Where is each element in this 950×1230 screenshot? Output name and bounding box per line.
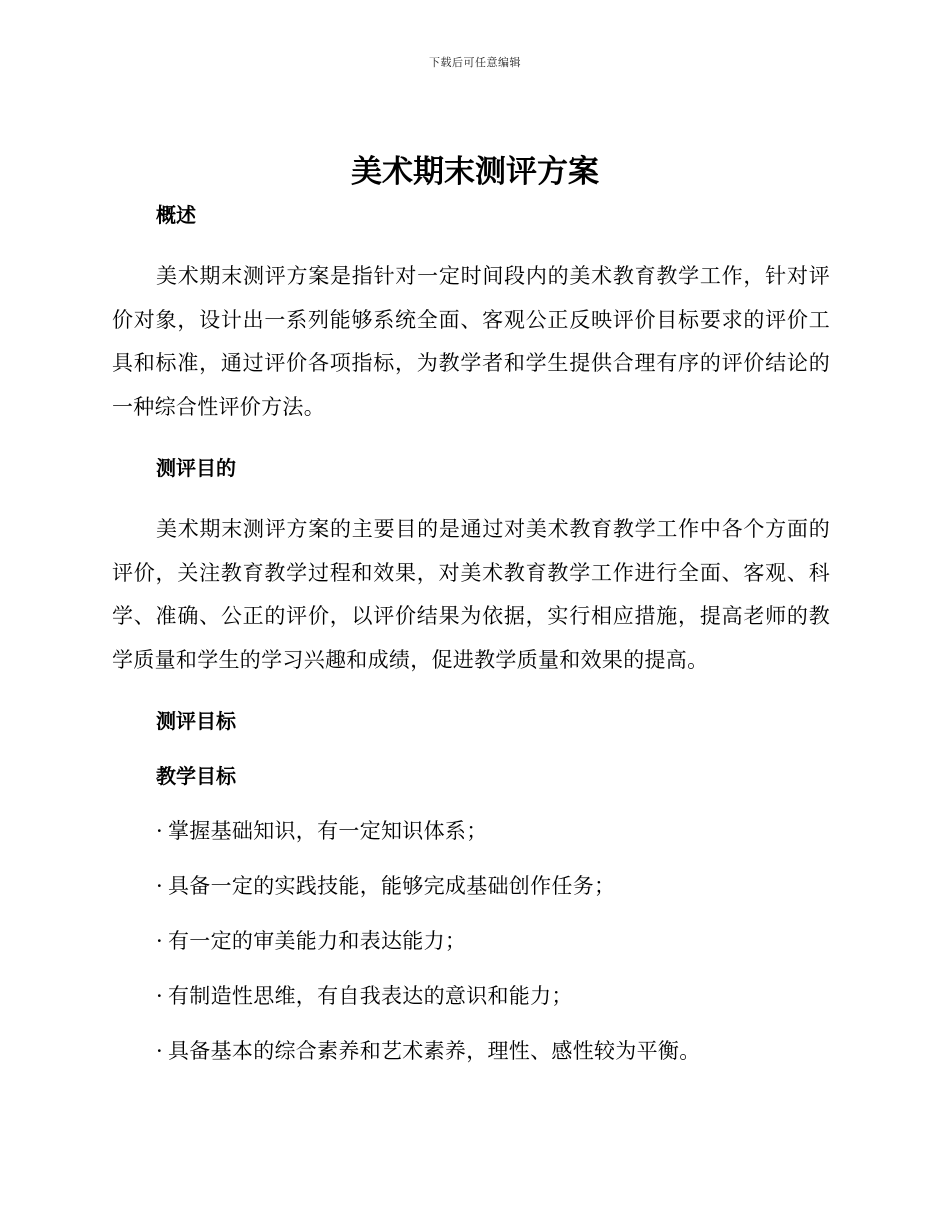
spacer (112, 736, 830, 761)
bullet-dot: · (156, 984, 163, 1008)
spacer (112, 483, 830, 508)
list-item (112, 1036, 830, 1066)
bullet-dot: · (156, 819, 163, 843)
list-item (112, 981, 830, 1011)
section-heading-teaching-goals: 教学目标 (156, 764, 236, 788)
section-heading-purpose: 测评目的 (156, 456, 236, 480)
spacer (112, 230, 830, 255)
list-item-text: 掌握基础知识，有一定知识体系； (168, 819, 488, 843)
bullet-dot: · (156, 1039, 163, 1063)
list-item (112, 871, 830, 901)
list-item (112, 926, 830, 956)
list-item (112, 816, 830, 846)
section-heading-overview: 概述 (156, 203, 196, 227)
list-item-text: 具备基本的综合素养和艺术素养，理性、感性较为平衡。 (168, 1039, 701, 1063)
header-note: 下载后可任意编辑 (429, 56, 521, 69)
bullet-dot: · (156, 874, 163, 898)
page-title: 美术期末测评方案 (351, 154, 599, 190)
paragraph-overview: 美术期末测评方案是指针对一定时间段内的美术教育教学工作，针对评价对象，设计出一系列能够系统全面、客观公正反映评价目标要求的评价工具和标准，通过评价各项指标，为教学者和学生提供合理有序的评价结论的一种综合性评价方法。 (112, 264, 830, 419)
list-item-text: 有制造性思维，有自我表达的意识和能力； (168, 984, 573, 1008)
list-item-text: 有一定的审美能力和表达能力； (168, 929, 467, 953)
document-body (112, 200, 830, 1091)
teaching-goals-list (112, 816, 830, 1066)
paragraph-purpose: 美术期末测评方案的主要目的是通过对美术教育教学工作中各个方面的评价，关注教育教学过程和效果，对美术教育教学工作进行全面、客观、科学、准确、公正的评价，以评价结果为依据，实行相应措施，提高老师的教学质量和学生的学习兴趣和成绩，促进教学质量和效果的提高。 (112, 517, 830, 672)
spacer (112, 682, 830, 706)
section-heading-goals: 测评目标 (156, 709, 236, 733)
bullet-dot: · (156, 929, 163, 953)
list-item-text: 具备一定的实践技能，能够完成基础创作任务； (168, 874, 616, 898)
spacer (112, 791, 830, 816)
spacer (112, 429, 830, 453)
